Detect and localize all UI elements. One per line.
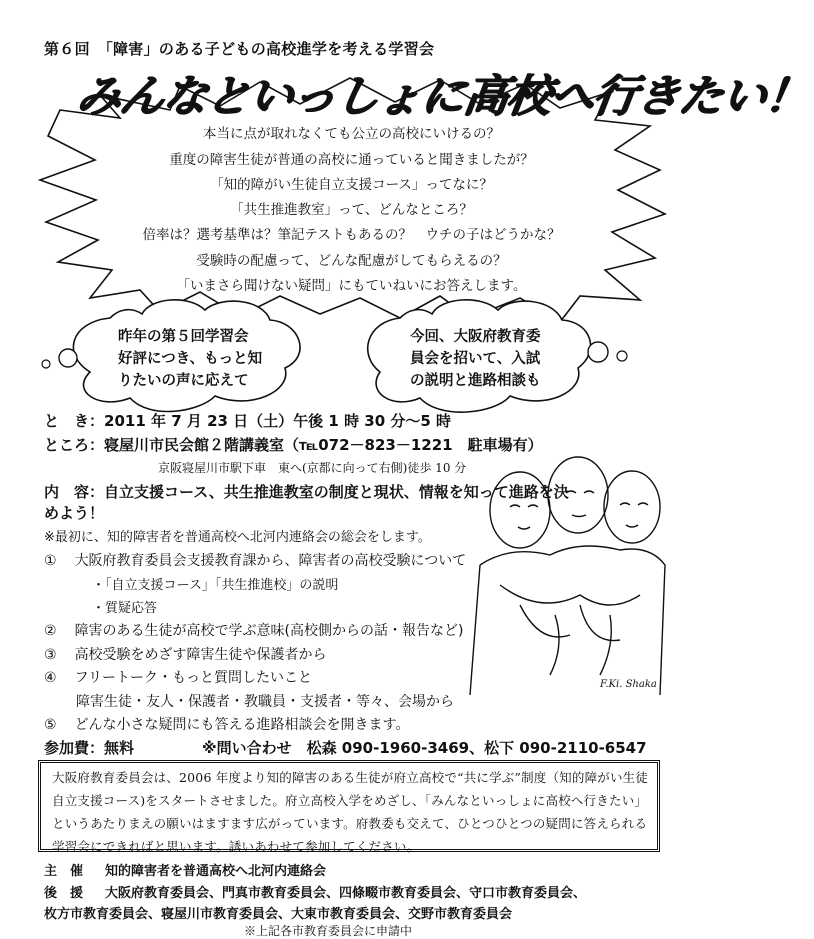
support-label: 後 援 [44,886,84,901]
assembly-note: ※最初に、知的障害者を普通高校へ北河内連絡会の総会をします。 [44,530,431,545]
program-number: ① [44,553,57,569]
notice-text: 大阪府教育委員会は、2006 年度より知的障害のある生徒が府立高校で“共に学ぶ”制度（知的障がい生徒自立支援コース)をスタートさせました。府立高校入学をめざし、「みんなといっしょに高校へ行きたい」というあたりまえの願いはますます広がっています。府教委も交えて、ひとつひとつの疑問に答えられる学習会にできればと思います。誘いあわせて参加してください。 [52,770,649,854]
question-line: 「共生推進教室」って、どんなところ？ [230,202,473,218]
question-line: 倍率は？選考基準は？筆記テストもあるの？ ウチの子はどうかな？ [142,227,561,243]
signature-text: F.Ki. Shaka [600,679,657,690]
cloud-line: 員会を招いて、入試 [410,351,541,367]
cloud-line: りたいの声に応えて [118,373,249,389]
cloud-bubble-tiny [42,360,50,368]
access-note: 京阪寝屋川市駅下車 東へ(京都に向って右側)徒歩 10 分 [158,461,467,475]
question-line: 重度の障害生徒が普通の高校に通っていると聞きましたが？ [169,152,534,168]
question-line: 受験時の配慮って、どんな配慮がしてもらえるの？ [196,253,507,269]
program-item [44,550,466,570]
support-list-continued: 枚方市教育委員会、寝屋川市教育委員会、大東市教育委員会、交野市教育委員会 [44,907,513,922]
program-item [44,667,312,687]
question-line: 「いまさら聞けない疑問」にもていねいにお答えします。 [176,278,527,294]
program-item [44,644,327,664]
cloud-line: 好評につき、もっと知 [118,351,263,367]
host-label: 主 催 [44,864,84,879]
support-list: 大阪府教育委員会、門真市教育委員会、四條畷市教育委員会、守口市教育委員会、 [105,886,587,901]
venue-label: ところ： [44,436,105,454]
cloud-line: 今回、大阪府教育委 [410,329,541,345]
three-students-sketch-icon [460,455,670,705]
question-line: 「知的障がい生徒自立支援コース」ってなに？ [210,177,493,193]
cloud-line: 昨年の第５回学習会 [118,329,249,345]
date-value: 2011 年 7 月 23 日（土）午後 1 時 30 分～5 時 [104,412,452,430]
right-cloud-text [410,326,541,392]
program-text: 高校受験をめざす障害生徒や保護者から [74,647,327,663]
content-value: 自立支援コース、共生推進教室の制度と現状、情報を知って進路を決 [104,483,569,501]
date-label: と き： [44,412,105,430]
program-text: フリートーク・もっと質問したいこと [74,670,313,686]
host-row [44,860,326,879]
program-number: ③ [44,647,57,663]
content-row-continued: めよう！ [44,504,105,522]
series-heading: 第６回 「障害」のある子どもの高校進学を考える学習会 [44,40,435,58]
main-title: みんなといっしょに高校へ行きたい！ [73,71,812,122]
program-number: ④ [44,670,57,686]
cloud-bubble-tiny [617,351,627,361]
program-subitem: ・「自立支援コース」「共生推進校」の説明 [92,578,339,593]
program-text: 障害のある生徒が高校で学ぶ意味(高校側からの話・報告など) [74,623,464,639]
cloud-bubble-small [588,342,608,362]
program-number: ⑤ [44,717,57,733]
host-name: 知的障害者を普通高校へ北河内連絡会 [105,864,327,879]
program-number: ② [44,623,57,639]
program-subitem: ・質疑応答 [92,601,158,616]
event-date-row [44,410,451,431]
content-label: 内 容： [44,483,105,501]
event-venue-row [44,434,543,455]
program-text: どんな小さな疑問にも答える進路相談会を開きます。 [74,717,410,733]
cloud-bubble-small [59,349,77,367]
program-item [44,620,464,640]
support-note: ※上記各市教育委員会に申請中 [244,924,413,938]
program-subitem: 障害生徒・友人・保護者・教職員・支援者・等々、会場から [76,694,454,710]
question-line: 本当に点が取れなくても公立の高校にいけるの？ [203,126,500,142]
fee-label: 参加費：無料 [44,739,135,757]
program-text: 大阪府教育委員会支援教育課から、障害者の高校受験について [74,553,467,569]
venue-value: 寝屋川市民会館２階講義室（℡072－823－1221 駐車場有） [104,436,543,454]
contact-info: ※問い合わせ 松森 090-1960-3469、松下 090-2110-6547 [202,739,647,757]
cloud-line: の説明と進路相談も [410,373,541,389]
support-row [44,882,586,901]
left-cloud-text [118,326,262,392]
program-item [44,714,409,734]
